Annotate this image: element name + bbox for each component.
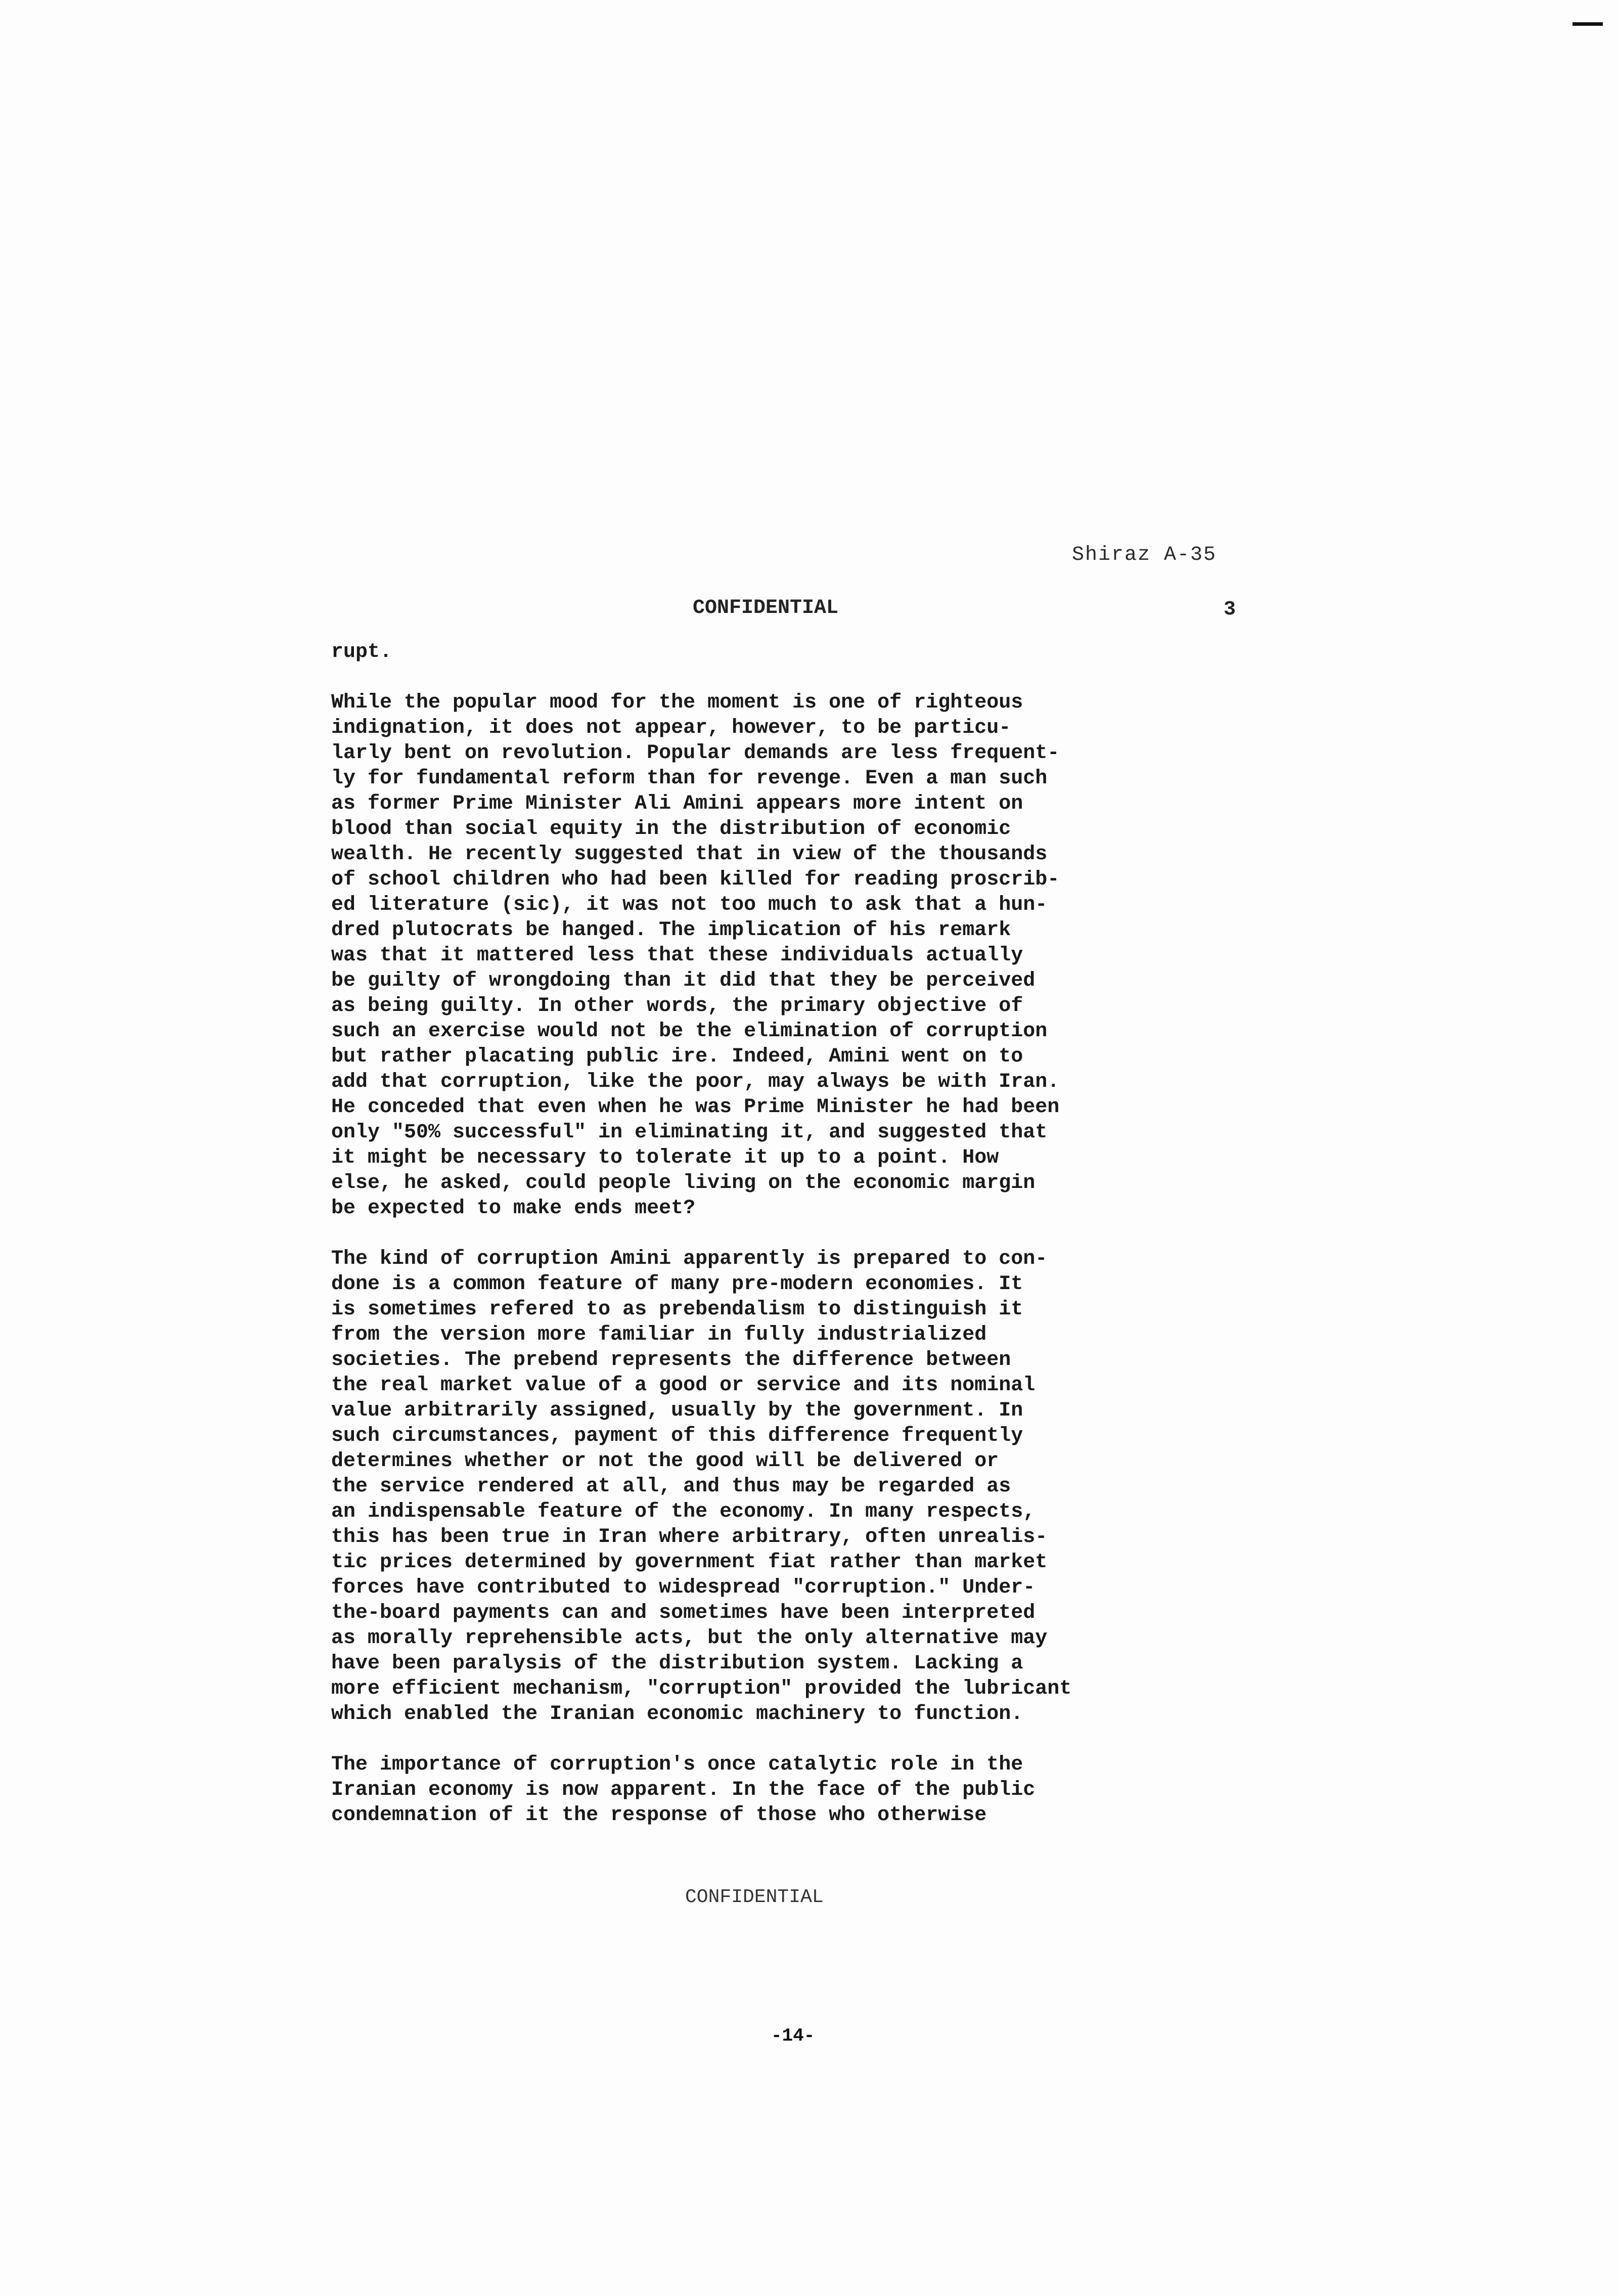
sheet-number: -14- — [771, 2025, 815, 2046]
page-number: 3 — [1224, 598, 1236, 621]
document-reference: Shiraz A-35 — [1072, 544, 1217, 566]
paragraph-popular-mood: While the popular mood for the moment is one of righteous indignation, it does not appear, however, to be particu- larly bent on revolution. Popular demands are less frequent- ly for fundamental reform than for revenge. Even a man such as former Prime Minister Ali Amini appears more intent on blood than social equity in the distribution of economic wealth. He recently suggested that in view of the thousands of school children who had been killed for reading proscrib- ed literature (sic), it was not too much to ask that a hun- dred plutocrats be hanged. The implication of his remark was that it mattered less that these individuals actually be guilty of wrongdoing than it did that they be perceived as being guilty. In other words, the primary objective of such an exercise would not be the elimination of corruption but rather placating public ire. Indeed, Amini went on to add that corruption, like the poor, may always be with Iran. He conceded that even when he was Prime Minister he had been only "50% successful" in eliminating it, and suggested that it might be necessary to tolerate it up to a point. How else, he asked, could people living on the economic margin be expected to make ends meet? — [331, 691, 1060, 1220]
corner-dash-mark — [1572, 22, 1603, 26]
paragraph-prebendalism: The kind of corruption Amini apparently is prepared to con- done is a common feature of many pre-modern economies. It is sometimes refered to as prebendalism to distinguish it from the version more familiar in fully industrialized societies. The prebend represents the difference between the real market value of a good or service and its nominal value arbitrarily assigned, usually by the government. In such circumstances, payment of this difference frequently determines whether or not the good will be delivered or the service rendered at all, and thus may be regarded as an indispensable feature of the economy. In many respects, this has been true in Iran where arbitrary, often unrealis- tic prices determined by government fiat rather than market forces have contributed to widespread "corruption." Under- the-board payments can and sometimes have been interpreted as morally reprehensible acts, but the only alternative may have been paralysis of the distribution system. Lacking a more efficient mechanism, "corruption" provided the lubricant which enabled the Iranian economic machinery to function. — [331, 1248, 1072, 1726]
paragraph-continuation: rupt. — [331, 641, 392, 664]
classification-footer: CONFIDENTIAL — [685, 1886, 824, 1908]
classification-header: CONFIDENTIAL — [693, 597, 839, 620]
paragraph-catalytic-role: The importance of corruption's once catalytic role in the Iranian economy is now apparent. In the face of the public condemnation of it the response of those who otherwise — [331, 1753, 1036, 1827]
document-body — [331, 640, 1342, 1853]
